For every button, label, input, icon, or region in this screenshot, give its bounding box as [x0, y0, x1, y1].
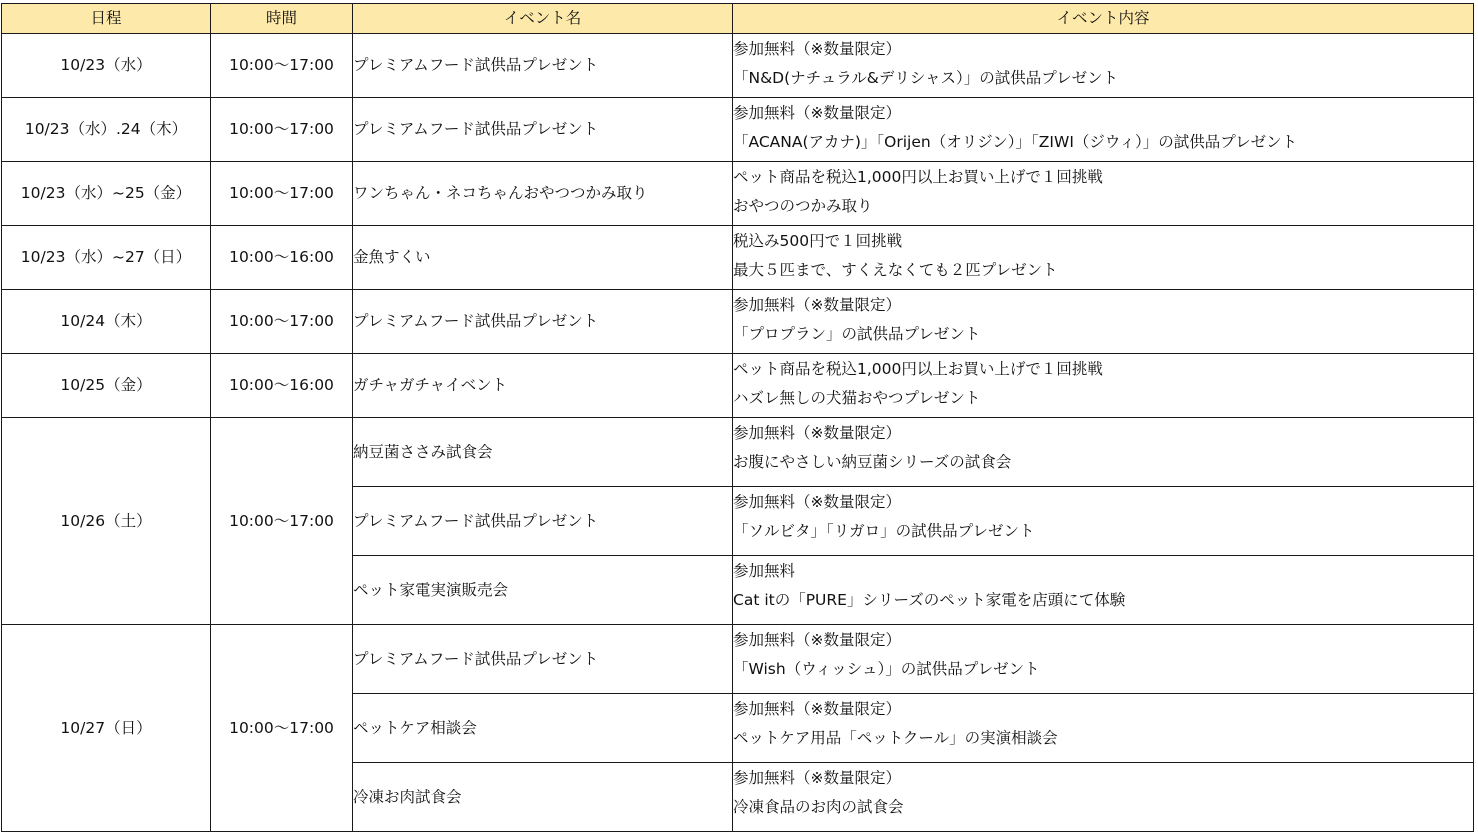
time-cell: 10:00～17:00	[211, 290, 353, 354]
event-detail-cell	[733, 625, 1474, 694]
event-name-cell: ペットケア相談会	[353, 694, 733, 763]
detail-line: 最大５匹まで、すくえなくても２匹プレゼント	[733, 261, 1058, 279]
header-event-detail: イベント内容	[733, 4, 1474, 34]
time-cell: 10:00～16:00	[211, 226, 353, 290]
detail-line: 「ACANA(アカナ)」「Orijen（オリジン）」「ZIWI（ジウィ）」の試供品プレゼント	[733, 133, 1298, 151]
date-cell: 10/23（水）~27（日）	[2, 226, 211, 290]
event-detail-cell	[733, 34, 1474, 98]
event-name-cell: プレミアムフード試供品プレゼント	[353, 625, 733, 694]
event-detail-cell	[733, 487, 1474, 556]
header-date: 日程	[2, 4, 211, 34]
detail-line: 「N&D(ナチュラル&デリシャス）」の試供品プレゼント	[733, 69, 1119, 87]
event-name-cell: プレミアムフード試供品プレゼント	[353, 98, 733, 162]
event-detail-cell	[733, 354, 1474, 418]
table-row	[2, 290, 1474, 354]
detail-line: 参加無料（※数量限定）	[733, 631, 901, 649]
event-detail-cell	[733, 418, 1474, 487]
time-cell: 10:00～17:00	[211, 418, 353, 625]
date-cell: 10/27（日）	[2, 625, 211, 832]
detail-line: 参加無料（※数量限定）	[733, 424, 901, 442]
date-cell: 10/23（水）.24（木）	[2, 98, 211, 162]
date-cell: 10/23（水）~25（金）	[2, 162, 211, 226]
detail-line: ペット商品を税込1,000円以上お買い上げで１回挑戦	[733, 360, 1103, 378]
time-cell: 10:00～17:00	[211, 98, 353, 162]
detail-line: 税込み500円で１回挑戦	[733, 232, 903, 250]
event-name-cell: 納豆菌ささみ試食会	[353, 418, 733, 487]
table-row	[2, 98, 1474, 162]
event-name-cell: プレミアムフード試供品プレゼント	[353, 34, 733, 98]
event-detail-cell	[733, 556, 1474, 625]
event-detail-cell	[733, 226, 1474, 290]
event-detail-cell	[733, 162, 1474, 226]
event-detail-cell	[733, 290, 1474, 354]
detail-line: 「ソルビタ」「リガロ」の試供品プレゼント	[733, 522, 1035, 540]
time-cell: 10:00～17:00	[211, 162, 353, 226]
date-cell: 10/25（金）	[2, 354, 211, 418]
detail-line: ペットケア用品「ペットクール」の実演相談会	[733, 729, 1058, 747]
date-cell: 10/23（水）	[2, 34, 211, 98]
detail-line: 参加無料（※数量限定）	[733, 700, 901, 718]
table-row	[2, 354, 1474, 418]
event-name-cell: ワンちゃん・ネコちゃんおやつつかみ取り	[353, 162, 733, 226]
detail-line: 参加無料（※数量限定）	[733, 40, 901, 58]
time-cell: 10:00～16:00	[211, 354, 353, 418]
detail-line: 冷凍食品のお肉の試食会	[733, 798, 904, 816]
table-row	[2, 34, 1474, 98]
event-name-cell: ペット家電実演販売会	[353, 556, 733, 625]
time-cell: 10:00～17:00	[211, 625, 353, 832]
date-cell: 10/24（木）	[2, 290, 211, 354]
event-detail-cell	[733, 763, 1474, 832]
detail-line: 参加無料（※数量限定）	[733, 104, 901, 122]
event-name-cell: 金魚すくい	[353, 226, 733, 290]
table-row	[2, 226, 1474, 290]
event-detail-cell	[733, 694, 1474, 763]
time-cell: 10:00～17:00	[211, 34, 353, 98]
header-time: 時間	[211, 4, 353, 34]
detail-line: 参加無料（※数量限定）	[733, 769, 901, 787]
header-row	[2, 4, 1474, 34]
detail-line: ハズレ無しの犬猫おやつプレゼント	[733, 389, 981, 407]
event-detail-cell	[733, 98, 1474, 162]
detail-line: Cat itの「PURE」シリーズのペット家電を店頭にて体験	[733, 591, 1126, 609]
event-schedule-table	[1, 3, 1474, 832]
detail-line: ペット商品を税込1,000円以上お買い上げで１回挑戦	[733, 168, 1103, 186]
detail-line: 参加無料（※数量限定）	[733, 493, 901, 511]
date-cell: 10/26（土）	[2, 418, 211, 625]
detail-line: お腹にやさしい納豆菌シリーズの試食会	[733, 453, 1012, 471]
event-name-cell: ガチャガチャイベント	[353, 354, 733, 418]
event-name-cell: プレミアムフード試供品プレゼント	[353, 487, 733, 556]
detail-line: おやつのつかみ取り	[733, 197, 873, 215]
table-row	[2, 418, 1474, 487]
event-name-cell: プレミアムフード試供品プレゼント	[353, 290, 733, 354]
table-row	[2, 625, 1474, 694]
table-row	[2, 162, 1474, 226]
detail-line: 参加無料	[733, 562, 796, 580]
detail-line: 「Wish（ウィッシュ）」の試供品プレゼント	[733, 660, 1040, 678]
detail-line: 「プロプラン」の試供品プレゼント	[733, 325, 981, 343]
header-event-name: イベント名	[353, 4, 733, 34]
detail-line: 参加無料（※数量限定）	[733, 296, 901, 314]
event-name-cell: 冷凍お肉試食会	[353, 763, 733, 832]
